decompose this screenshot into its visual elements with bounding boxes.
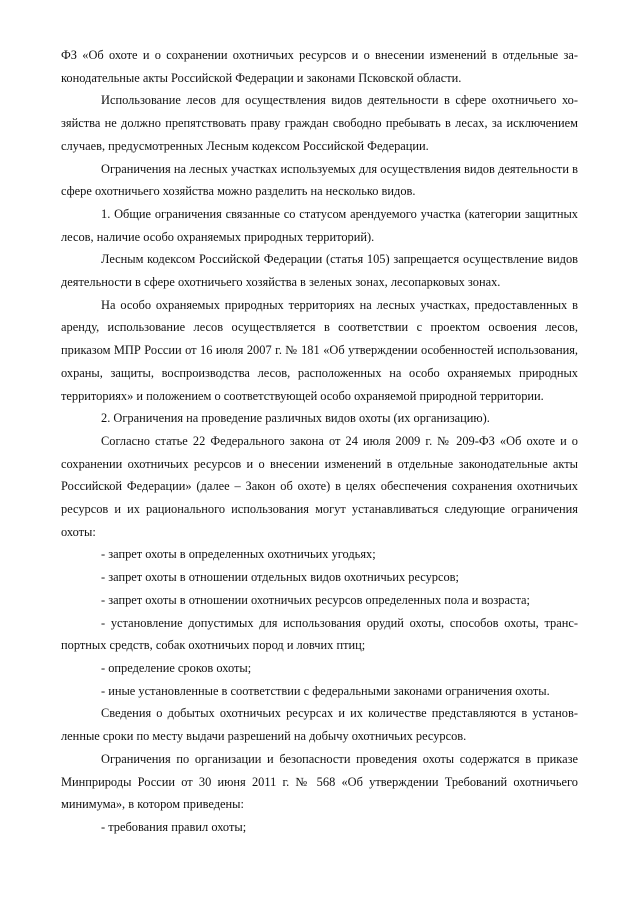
document-page [61, 44, 578, 839]
paragraph-general-restrictions: 1. Общие ограничения связанные со статусом арендуемого участка (категории защитных лесов, наличие особо охраняемых природных территорий). [61, 206, 578, 244]
paragraph-forest-use: Использование лесов для осуществления видов деятельности в сфере охотничьего хозяйства не должно препятствовать праву граждан свободно пребывать в лесах, за исключением случаев, предусмотренных Лесным кодексом Российской Федерации. [61, 93, 578, 153]
paragraph-hunting-restrictions: 2. Ограничения на проведение различных видов охоты (их организацию). [101, 411, 490, 426]
list-item: - требования правил охоты; [101, 819, 247, 834]
paragraph-restrictions-intro: Ограничения на лесных участках используемых для осуществления видов деятельности в сфере охотничьего хозяйства можно разделить на несколько видов. [61, 161, 578, 199]
list-item: - запрет охоты в отношении охотничьих ресурсов определенных пола и возраста; [101, 592, 530, 607]
paragraph-reporting: Сведения о добытых охотничьих ресурсах и их количестве представляются в установленные сроки по месту выдачи разрешений на добычу охотничьих ресурсов. [61, 706, 578, 744]
list-item: - установление допустимых для использования орудий охоты, способов охоты, транспортных средств, собак охотничьих пород и ловчих птиц; [61, 615, 578, 653]
paragraph-hunting-law: Согласно статье 22 Федерального закона от 24 июля 2009 г. № 209-ФЗ «Об охоте и о сохранении охотничьих ресурсов и о внесении изменений в отдельные законодательные акты Российской Федерации» (далее – Закон об охоте) в целях обеспечения сохранения охотничьих ресурсов и их рационального использования могут устанавливаться следующие ограничения охоты: [61, 433, 578, 539]
paragraph-safety-order: Ограничения по организации и безопасности проведения охоты содержатся в приказе Минприроды России от 30 июня 2011 г. № 568 «Об утверждении Требований охотничьего минимума», в котором приведены: [61, 751, 578, 812]
list-item: - определение сроков охоты; [101, 660, 252, 675]
paragraph-protected-areas: На особо охраняемых природных территориях на лесных участках, предоставленных в аренду, использование лесов осуществляется в соответствии с проектом освоения лесов, приказом МПР России от 16 июля 2007 г. № 181 «Об утверждении особенностей использования, охраны, защиты, воспроизводства лесов, расположенных на особо охраняемых природных территориях» и положением о соответствующей особо охраняемой природной территории. [61, 297, 578, 403]
paragraph-forest-code: Лесным кодексом Российской Федерации (статья 105) запрещается осуществление видов деятельности в сфере охотничьего хозяйства в зеленых зонах, лесопарковых зонах. [61, 252, 578, 290]
paragraph-law-continuation: ФЗ «Об охоте и о сохранении охотничьих ресурсов и о внесении изменений в отдельные законодательные акты Российской Федерации и законами Псковской области. [61, 48, 578, 85]
list-item: - иные установленные в соответствии с федеральными законами ограничения охоты. [101, 683, 550, 698]
list-item: - запрет охоты в отношении отдельных видов охотничьих ресурсов; [101, 570, 459, 585]
list-item: - запрет охоты в определенных охотничьих угодьях; [101, 547, 376, 562]
